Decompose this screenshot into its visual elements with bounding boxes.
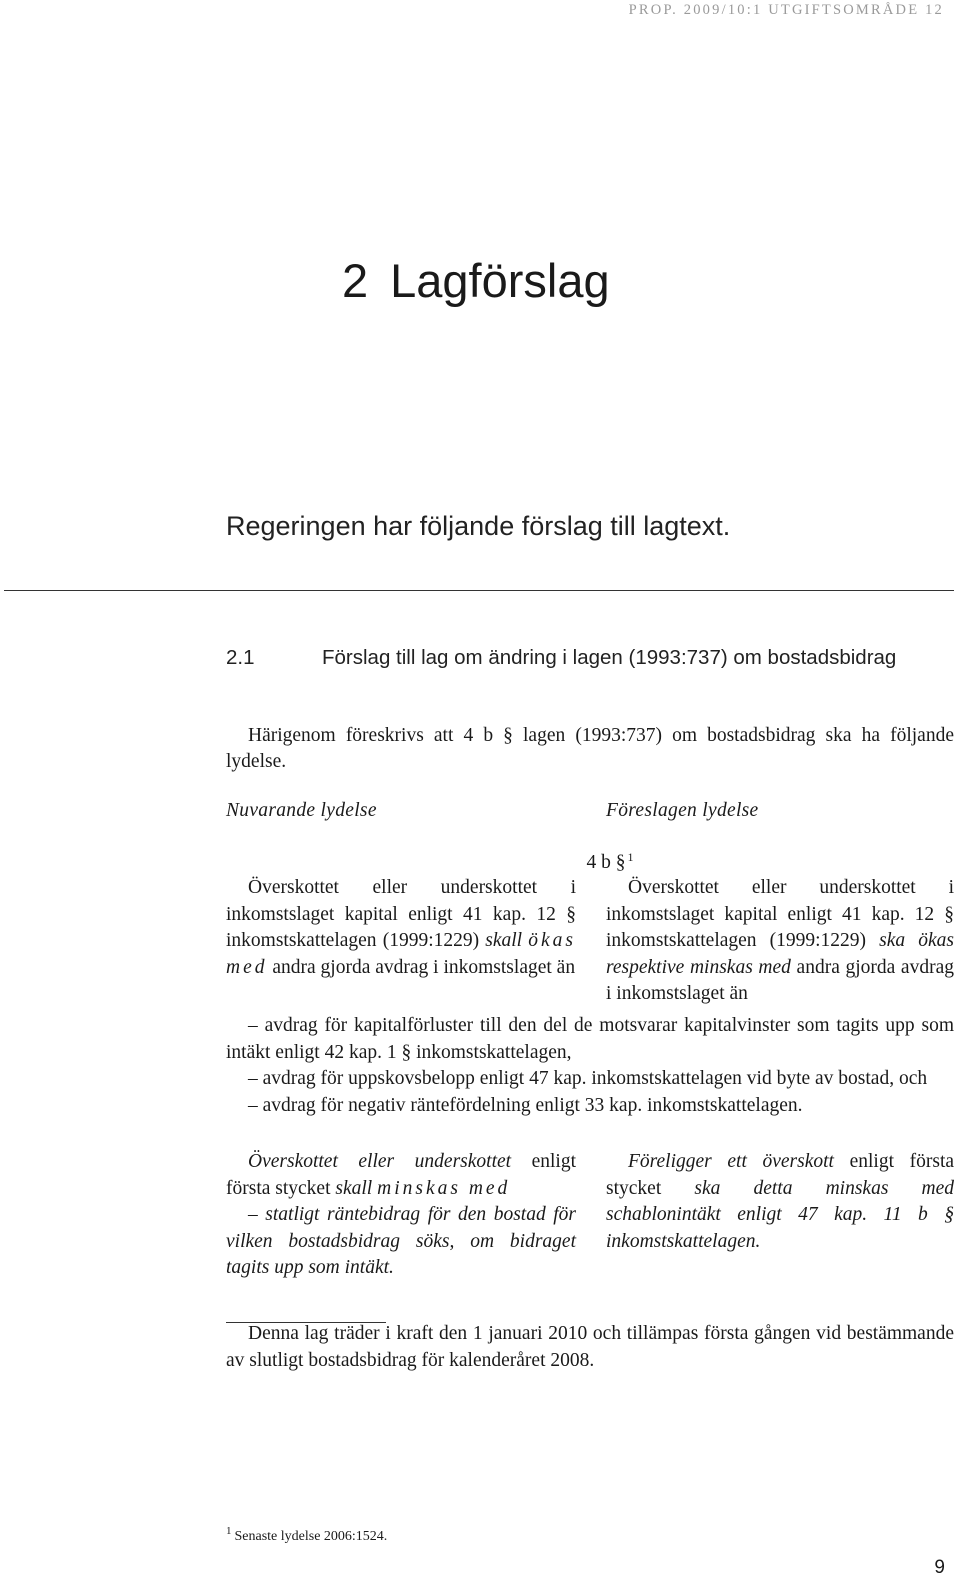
current-spaced-text: minskas med xyxy=(377,1177,511,1199)
proposed-text-block-1 xyxy=(606,875,954,1008)
current-italic-text: skall xyxy=(335,1177,373,1199)
footnote xyxy=(226,1525,387,1545)
proposed-paragraph xyxy=(606,875,954,1008)
current-list-item: – statligt räntebidrag för den bostad för vilken bostadsbidrag söks, om bidraget tagits upp som intäkt. xyxy=(226,1204,576,1278)
section-heading xyxy=(226,644,956,672)
chapter-heading xyxy=(342,253,610,308)
current-paragraph-2 xyxy=(226,1149,576,1202)
list-item: – avdrag för negativ räntefördelning enligt 33 kap. inkomstskattelagen. xyxy=(248,1094,803,1116)
proposed-plain-text: enligt första stycket xyxy=(606,1151,955,1199)
section-number: 2.1 xyxy=(226,646,255,669)
list-item: – avdrag för uppskovsbelopp enligt 47 kap. inkomstskattelagen vid byte av bostad, och xyxy=(248,1068,928,1089)
current-italic-text: skall xyxy=(485,930,523,951)
section-title: Förslag till lag om ändring i lagen (1993:737) om bostadsbidrag xyxy=(322,646,897,669)
current-tail-text: andra gjorda avdrag i inkomstslaget än xyxy=(272,956,576,978)
footnote-ref: 1 xyxy=(627,850,634,864)
proposed-italic-text: ska ökas respektive minskas med xyxy=(606,930,954,978)
running-header: PROP. 2009/10:1 UTGIFTSOMRÅDE 12 xyxy=(628,2,944,18)
current-text-block-1 xyxy=(226,875,576,981)
paragraph-label xyxy=(550,850,670,874)
list-item: – avdrag för kapitalförluster till den del de motsvarar kapitalvinster som tagits upp som intäkt enligt 42 kap. 1 § inkomstskattelagen, xyxy=(226,1015,954,1063)
common-items xyxy=(226,1013,954,1119)
current-italic-text: Överskottet eller underskottet xyxy=(248,1151,512,1172)
column-heading-proposed: Föreslagen lydelse xyxy=(606,800,759,821)
chapter-title: Lagförslag xyxy=(390,254,610,307)
current-spaced-text: ökas med xyxy=(226,930,577,978)
current-text-block-2 xyxy=(226,1149,576,1282)
lead-text: Regeringen har följande förslag till lagtext. xyxy=(226,511,731,541)
proposed-italic-text: Föreligger ett överskott xyxy=(628,1151,834,1172)
page-number: 9 xyxy=(934,1557,945,1578)
current-plain-text: enligt första stycket xyxy=(226,1151,577,1199)
proposed-paragraph-2 xyxy=(606,1149,954,1255)
chapter-number: 2 xyxy=(342,254,369,307)
horizontal-rule xyxy=(4,590,954,591)
column-heading-current: Nuvarande lydelse xyxy=(226,800,377,821)
proposed-plain-text: Överskottet eller underskottet i inkomstslaget kapital enligt 41 kap. 12 § inkomstskattelagen (1999:1229) xyxy=(606,877,954,951)
proposed-text-block-2 xyxy=(606,1149,954,1255)
intro-paragraph: Härigenom föreskrivs att 4 b § lagen (1993:737) om bostadsbidrag ska ha följande lydelse. xyxy=(226,725,954,772)
proposed-italic-text: ska detta minskas med schablonintäkt enligt 47 kap. 11 b § inkomstskattelagen. xyxy=(606,1177,955,1252)
proposed-tail-text: andra gjorda avdrag i inkomstslaget än xyxy=(606,956,954,1004)
paragraph-number: 4 b § xyxy=(586,852,626,873)
transitional-text: Denna lag träder i kraft den 1 januari 2010 och tillämpas första gången vid bestämmande av slutligt bostadsbidrag för kalenderåret 2008. xyxy=(226,1323,954,1371)
current-paragraph xyxy=(226,875,576,981)
current-plain-text: Överskottet eller underskottet i inkomstslaget kapital enligt 41 kap. 12 § inkomstskattelagen (1999:1229) xyxy=(226,877,576,951)
transitional-provision xyxy=(226,1321,954,1374)
footnote-text: Senaste lydelse 2006:1524. xyxy=(234,1529,388,1544)
footnote-number: 1 xyxy=(226,1525,232,1537)
